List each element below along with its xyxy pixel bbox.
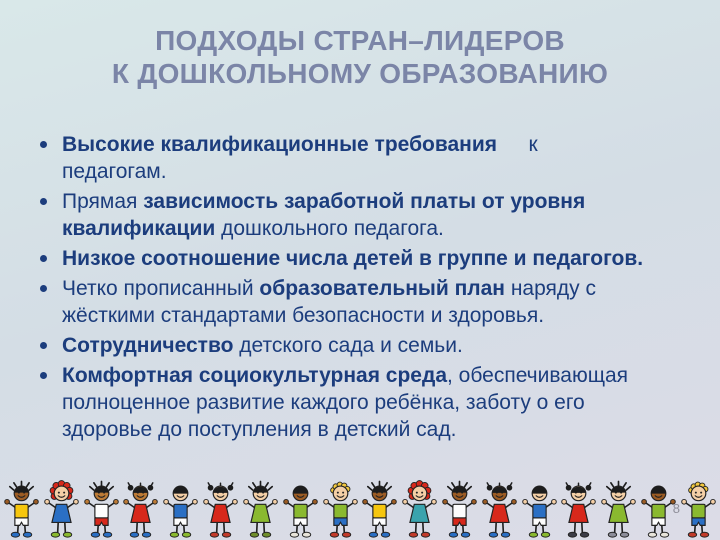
child-figure xyxy=(679,479,718,539)
bullet-item xyxy=(40,332,705,359)
child-figure xyxy=(241,479,280,539)
bullet-text: Четко прописанный образовательный план наряду с жёсткими стандартами безопасности и здоровья. xyxy=(62,277,597,327)
child-figure xyxy=(161,479,200,539)
bullet-item xyxy=(40,188,705,242)
page-number: 8 xyxy=(672,501,680,516)
bullet-text: Прямая зависимость заработной платы от уровня квалификации дошкольного педагога. xyxy=(62,190,586,240)
slide-title-line1: ПОДХОДЫ СТРАН–ЛИДЕРОВ xyxy=(155,25,565,56)
bullet-text: Комфортная социокультурная среда, обеспечивающая полноценное развитие каждого ребёнка, заботу о его здоровье до поступления в детский сад. xyxy=(62,364,629,441)
bullet-item xyxy=(40,362,705,443)
child-figure xyxy=(321,479,360,539)
child-figure xyxy=(520,479,559,539)
bullet-list xyxy=(40,131,705,446)
bullet-text: Сотрудничество детского сада и семьи. xyxy=(62,334,463,357)
slide-title xyxy=(0,24,720,90)
bullet-text: Высокие квалификационные требования к педагогам. xyxy=(62,133,538,183)
slide-title-line2: К ДОШКОЛЬНОМУ ОБРАЗОВАНИЮ xyxy=(111,58,609,89)
child-figure xyxy=(400,479,439,539)
child-figure xyxy=(82,479,121,539)
bullet-dot xyxy=(40,255,47,262)
bullet-dot xyxy=(40,342,47,349)
bullet-item xyxy=(40,275,705,329)
child-figure xyxy=(201,479,240,539)
child-figure xyxy=(42,479,81,539)
bullet-dot xyxy=(40,285,47,292)
bullet-item xyxy=(40,245,705,272)
bullet-dot xyxy=(40,198,47,205)
child-figure xyxy=(281,479,320,539)
children-border xyxy=(2,479,718,539)
bullet-text: Низкое соотношение числа детей в группе и педагогов. xyxy=(62,247,644,270)
child-figure xyxy=(2,479,41,539)
bullet-item xyxy=(40,131,705,185)
child-figure xyxy=(480,479,519,539)
bullet-dot xyxy=(40,141,47,148)
child-figure xyxy=(559,479,598,539)
child-figure xyxy=(440,479,479,539)
child-figure xyxy=(360,479,399,539)
child-figure xyxy=(599,479,638,539)
child-figure xyxy=(121,479,160,539)
bullet-dot xyxy=(40,372,47,379)
